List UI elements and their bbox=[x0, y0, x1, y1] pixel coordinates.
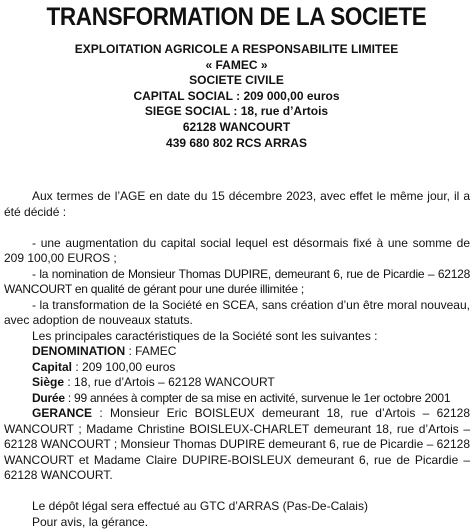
company-form: EXPLOITATION AGRICOLE A RESPONSABILITE LIMITEE bbox=[0, 42, 473, 58]
intro-paragraph: Aux termes de l’AGE en date du 15 décembre 2023, avec effet le même jour, il a été décidé : bbox=[4, 189, 470, 220]
notice-body bbox=[4, 189, 470, 530]
spacer bbox=[4, 484, 470, 500]
decision-manager-appointment: - la nomination de Monsieur Thomas DUPIRE, demeurant 6, rue de Picardie – 62128 WANCOURT en qualité de gérant pour une durée illimitée ; bbox=[4, 267, 470, 298]
company-type: SOCIETE CIVILE bbox=[0, 73, 473, 89]
denomination-line bbox=[4, 344, 470, 360]
siege-label: Siège bbox=[32, 375, 64, 389]
decision-capital-increase: - une augmentation du capital social lequel est désormais fixé à une somme de 209 100,00 EUROS ; bbox=[4, 236, 470, 267]
duree-label: Durée bbox=[32, 391, 65, 405]
company-header bbox=[0, 42, 473, 151]
company-rcs: 439 680 802 RCS ARRAS bbox=[0, 136, 473, 152]
company-name: « FAMEC » bbox=[0, 58, 473, 74]
characteristics-intro: Les principales caractéristiques de la Société sont les suivantes : bbox=[4, 329, 470, 345]
duree-value: : 99 années à compter de sa mise en activité, survenue le 1er octobre 2001 bbox=[65, 391, 451, 405]
duree-line bbox=[4, 391, 470, 407]
company-capital: CAPITAL SOCIAL : 209 000,00 euros bbox=[0, 89, 473, 105]
capital-line bbox=[4, 360, 470, 376]
company-seat: SIEGE SOCIAL : 18, rue d’Artois bbox=[0, 104, 473, 120]
siege-line bbox=[4, 375, 470, 391]
denomination-value: : FAMEC bbox=[125, 344, 176, 358]
spacer bbox=[4, 220, 470, 236]
gerance-paragraph bbox=[4, 406, 470, 484]
signature-line: Pour avis, la gérance. bbox=[4, 515, 470, 530]
gerance-label: GERANCE bbox=[32, 406, 92, 420]
capital-label: Capital bbox=[32, 360, 72, 374]
siege-value: : 18, rue d’Artois – 62128 WANCOURT bbox=[64, 375, 275, 389]
denomination-label: DENOMINATION bbox=[32, 344, 125, 358]
notice-title: TRANSFORMATION DE LA SOCIETE bbox=[24, 2, 450, 32]
gerance-value: : Monsieur Eric BOISLEUX demeurant 18, rue d’Artois – 62128 WANCOURT ; Madame Christine BOISLEUX-CHARLET demeurant 18, rue d’Artois – 62128 WANCOURT ; Monsieur Thomas DUPIRE demeurant 6, rue de Picardie – 62128 WANCOURT et Madame Claire DUPIRE-BOISLEUX demeurant 6, rue de Picardie – 62128 WANCOURT. bbox=[4, 406, 470, 482]
decision-transformation: - la transformation de la Société en SCEA, sans création d’un être moral nouveau, avec adoption de nouveaux statuts. bbox=[4, 298, 470, 329]
legal-deposit-line: Le dépôt légal sera effectué au GTC d’ARRAS (Pas-De-Calais) bbox=[4, 499, 470, 515]
capital-value: : 209 100,00 euros bbox=[72, 360, 175, 374]
company-city: 62128 WANCOURT bbox=[0, 120, 473, 136]
